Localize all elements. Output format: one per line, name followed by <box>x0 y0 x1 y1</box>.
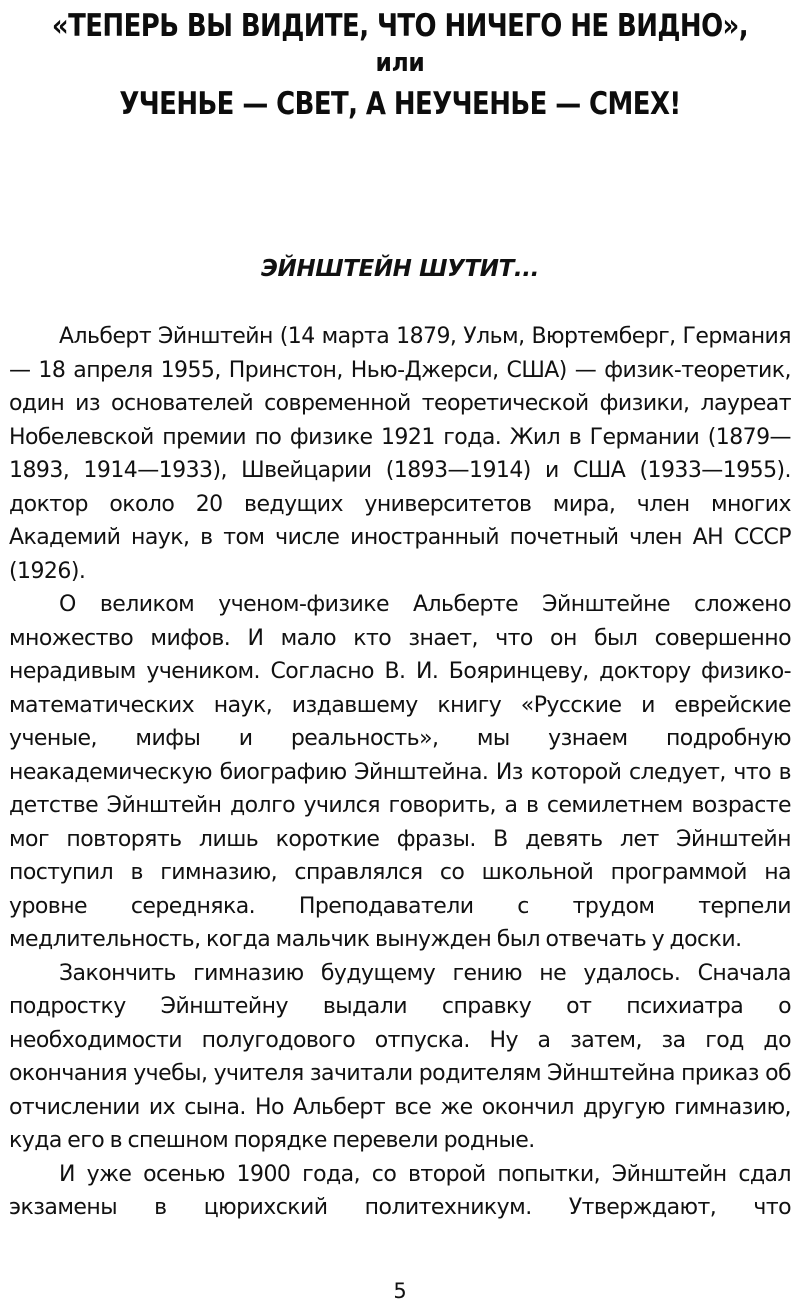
page-number: 5 <box>393 1279 407 1303</box>
section-heading: ЭЙНШТЕЙН ШУТИТ... <box>261 256 539 282</box>
chapter-title-line-1: «ТЕПЕРЬ ВЫ ВИДИТЕ, ЧТО НИЧЕГО НЕ ВИДНО», <box>51 8 749 44</box>
body-text <box>9 320 791 1225</box>
paragraph: О великом ученом-физике Альберте Эйнштейне сложено множество мифов. И мало кто знает, что он был совершенно нерадивым учеником. Согласно В. И. Бояринцеву, доктору физико-математических наук, издавшему книгу «Русские и еврейские ученые, мифы и реальность», мы узнаем подробную неакадемическую биографию Эйнштейна. Из которой следует, что в детстве Эйнштейн долго учился говорить, а в семилетнем возрасте мог повторять лишь короткие фразы. В девять лет Эйнштейн поступил в гимназию, справлялся со школьной программой на уровне середняка. Преподаватели с трудом терпели медлительность, когда мальчик вынужден был отвечать у доски. <box>9 592 791 952</box>
chapter-title-line-2: или <box>375 48 425 78</box>
paragraph: И уже осенью 1900 года, со второй попытки, Эйнштейн сдал экзамены в цюрихский политехникум. Утверждают, что <box>9 1161 791 1220</box>
paragraph: Альберт Эйнштейн (14 марта 1879, Ульм, Вюртемберг, Германия — 18 апреля 1955, Принстон, Нью-Джерси, США) — физик-теоретик, один из основателей современной теоретической физики, лауреат Нобелевской премии по физике 1921 года. Жил в Германии (1879—1893, 1914—1933), Швейцарии (1893—1914) и США (1933—1955). доктор около 20 ведущих университетов мира, член многих Академий наук, в том числе иностранный почетный член АН СССР (1926). <box>9 324 791 584</box>
paragraph: Закончить гимназию будущему гению не удалось. Сначала подростку Эйнштейну выдали справку от психиатра о необходимости полугодового отпуска. Ну а затем, за год до окончания учебы, учителя зачитали родителям Эйнштейна приказ об отчислении их сына. Но Альберт все же окончил другую гимназию, куда его в спешном порядке перевели родные. <box>9 960 791 1153</box>
chapter-title-line-3: УЧЕНЬЕ — СВЕТ, А НЕУЧЕНЬЕ — СМЕХ! <box>119 86 681 122</box>
